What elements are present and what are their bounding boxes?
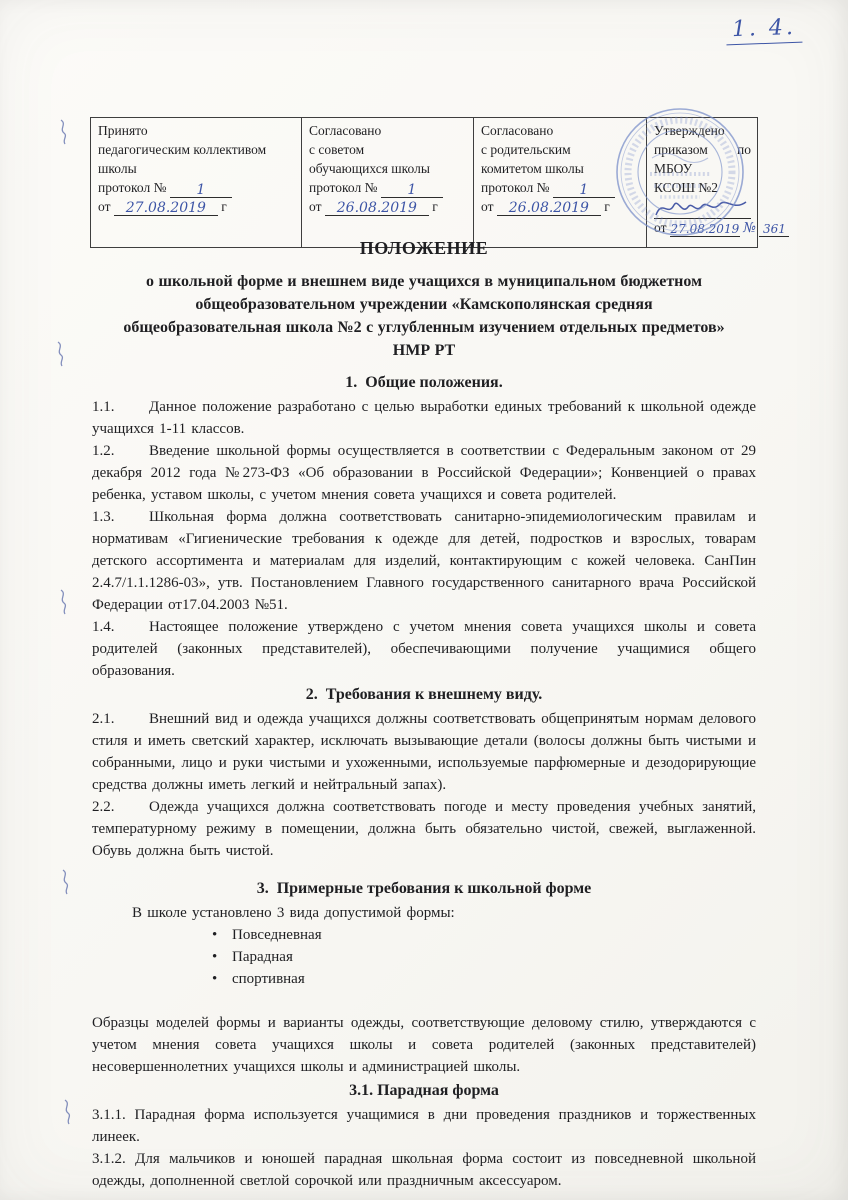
document-title: ПОЛОЖЕНИЕ [359,238,489,258]
uniform-types-list [92,924,756,990]
cell-text-line: с родительским [481,141,571,157]
clause-1-3 [92,506,756,616]
date-label: от [654,219,667,235]
date-line [98,198,295,217]
signature-line [654,201,751,219]
models-paragraph: Образцы моделей формы и варианты одежды, соответствующие деловому стилю, утверждаются с учетом мнения совета учащихся школы и совета родителей (законных представителей) несовершеннолетних учащихся школы и администрацией школы. [92,1015,756,1075]
cell-heading: Утверждено [654,123,725,138]
handwritten-order-number: 361 [762,222,786,237]
protocol-line [481,179,640,198]
approval-cell-approved [647,118,786,248]
cell-text-line: КСОШ №2 [654,179,719,195]
approval-grid [90,117,786,248]
clause-text: Внешний вид и одежда учащихся должны соответствовать общепринятым нормам делового стиля и иметь светский характер, исключать вызывающие детали (волосы должны быть чистыми и собранными, лицо и руки чистыми и ухоженными, используемые парфюмерные и дезодорирующие средства должны иметь легкий и нейтральный запах). [92,711,756,793]
order-number-sign: № [743,219,757,236]
clause-number: 2.1. [92,711,115,727]
cell-text-line: с советом [309,141,365,157]
section-2-heading: 2. Требования к внешнему виду. [305,686,543,703]
clause-1-2 [92,440,756,506]
cell-heading: Согласовано [481,123,554,138]
scan-mark-icon [55,340,67,368]
scan-mark-icon [62,1098,74,1126]
date-line [309,198,467,217]
clause-text: Одежда учащихся должна соответствовать погоде и месту проведения учебных занятий, температурному режиму в помещении, должна быть обязательно чистой, свежей, выглаженной. Обувь должна быть чистой. [92,799,756,859]
cell-heading: Согласовано [309,123,382,138]
protocol-line [309,179,467,198]
uniform-type-item: • спортивная [212,968,756,990]
clause-3-1-1: 3.1.1. Парадная форма используется учащимися в дни проведения праздников и торжественных линеек. [92,1107,756,1145]
order-line [654,219,786,238]
clause-1-1 [92,396,756,440]
clause-text: Введение школьной формы осуществляется в соответствии с Федеральным законом от 29 декабря 2012 года №273-ФЗ «Об образовании в Российской Федерации»; Конвенцией о правах ребенка, уставом школы, с учетом мнения совета учащихся и совета родителей. [92,443,756,503]
uniform-type-item: • Повседневная [212,924,756,946]
clause-number: 1.2. [92,443,115,459]
scan-mark-icon [58,588,70,616]
date-label: от [98,198,111,214]
uniform-type-item: • Парадная [212,946,756,968]
clause-number: 1.1. [92,399,115,415]
date-label: от [481,198,494,214]
protocol-number-fill [553,182,615,198]
approval-cell-agreed-students [302,118,474,248]
protocol-number-fill [381,182,443,198]
date-fill [114,200,218,216]
approval-cell-agreed-parents [474,118,647,248]
handwritten-date: 26.08.2019 [336,200,417,217]
scan-mark-icon [58,118,70,146]
date-fill [325,200,429,216]
handwritten-date: 27.08.2019 [670,222,740,237]
cell-text-line: комитетом школы [481,160,584,176]
document-body [92,236,756,1192]
document-subtitle: о школьной форме и внешнем виде учащихся в муниципальном бюджетном общеобразовательном учреждении «Камскополянская средняя общеобразовательная школа №2 с углубленным изучением отдельных предметов» НМР РТ [123,273,725,359]
date-suffix: г [432,198,438,214]
clause-1-4 [92,616,756,682]
protocol-label: протокол № [481,179,550,195]
date-suffix: г [221,198,227,214]
clause-3-1-2: 3.1.2. Для мальчиков и юношей парадная школьная форма состоит из повседневной школьной одежды, дополненной светлой сорочкой или праздничным аксессуаром. [92,1151,756,1189]
handwritten-date: 26.08.2019 [508,200,589,217]
cell-text-line: школы [98,160,137,176]
clause-number: 1.4. [92,619,115,635]
handwritten-protocol-number: 1 [579,181,589,198]
approval-cell-accepted [91,118,302,248]
protocol-label: протокол № [98,179,167,195]
date-line [481,198,640,217]
handwritten-date: 27.08.2019 [125,200,206,217]
order-number-fill [759,221,789,237]
handwritten-protocol-number: 1 [407,181,417,198]
section-3-1-heading: 3.1. Парадная форма [349,1082,499,1099]
section-1-heading: 1. Общие положения. [345,374,503,391]
clause-text: Настоящее положение утверждено с учетом мнения совета учащихся школы и совета родителей (законных представителей), обеспечивающими получение учащимися общего образования. [92,619,756,679]
section-3-heading: 3. Примерные требования к школьной форме [256,880,592,897]
protocol-label: протокол № [309,179,378,195]
blank-line [92,990,756,1012]
clause-2-1 [92,708,756,796]
clause-2-2 [92,796,756,862]
blank-line [92,862,756,876]
cell-text-line: приказом по МБОУ [654,141,751,176]
protocol-line [98,179,295,198]
scan-mark-icon [60,868,72,896]
handwritten-page-number: 1. 4. [726,15,803,46]
date-suffix: г [604,198,610,214]
date-label: от [309,198,322,214]
clause-text: Школьная форма должна соответствовать санитарно-эпидемиологическим правилам и нормативам «Гигиенические требования к одежде для детей, подростков и взрослых, товарам детского ассортимента и материалам для изделий, контактирующим с кожей человека. СанПин 2.4.7/1.1.1286-03», утв. Постановлением Главного государственного санитарного врача Российской Федерации от17.04.2003 №51. [92,509,756,613]
signature-icon [652,195,750,221]
handwritten-protocol-number: 1 [196,181,206,198]
date-fill [497,200,601,216]
cell-text-line: обучающихся школы [309,160,430,176]
cell-heading: Принято [98,123,148,138]
clause-number: 2.2. [92,799,115,815]
clause-number: 1.3. [92,509,115,525]
protocol-number-fill [170,182,232,198]
clause-text: Данное положение разработано с целью выработки единых требований к школьной одежде учащихся 1-11 классов. [92,399,756,437]
uniform-types-intro: В школе установлено 3 вида допустимой формы: [132,905,455,921]
cell-text-line: педагогическим коллективом [98,141,267,157]
